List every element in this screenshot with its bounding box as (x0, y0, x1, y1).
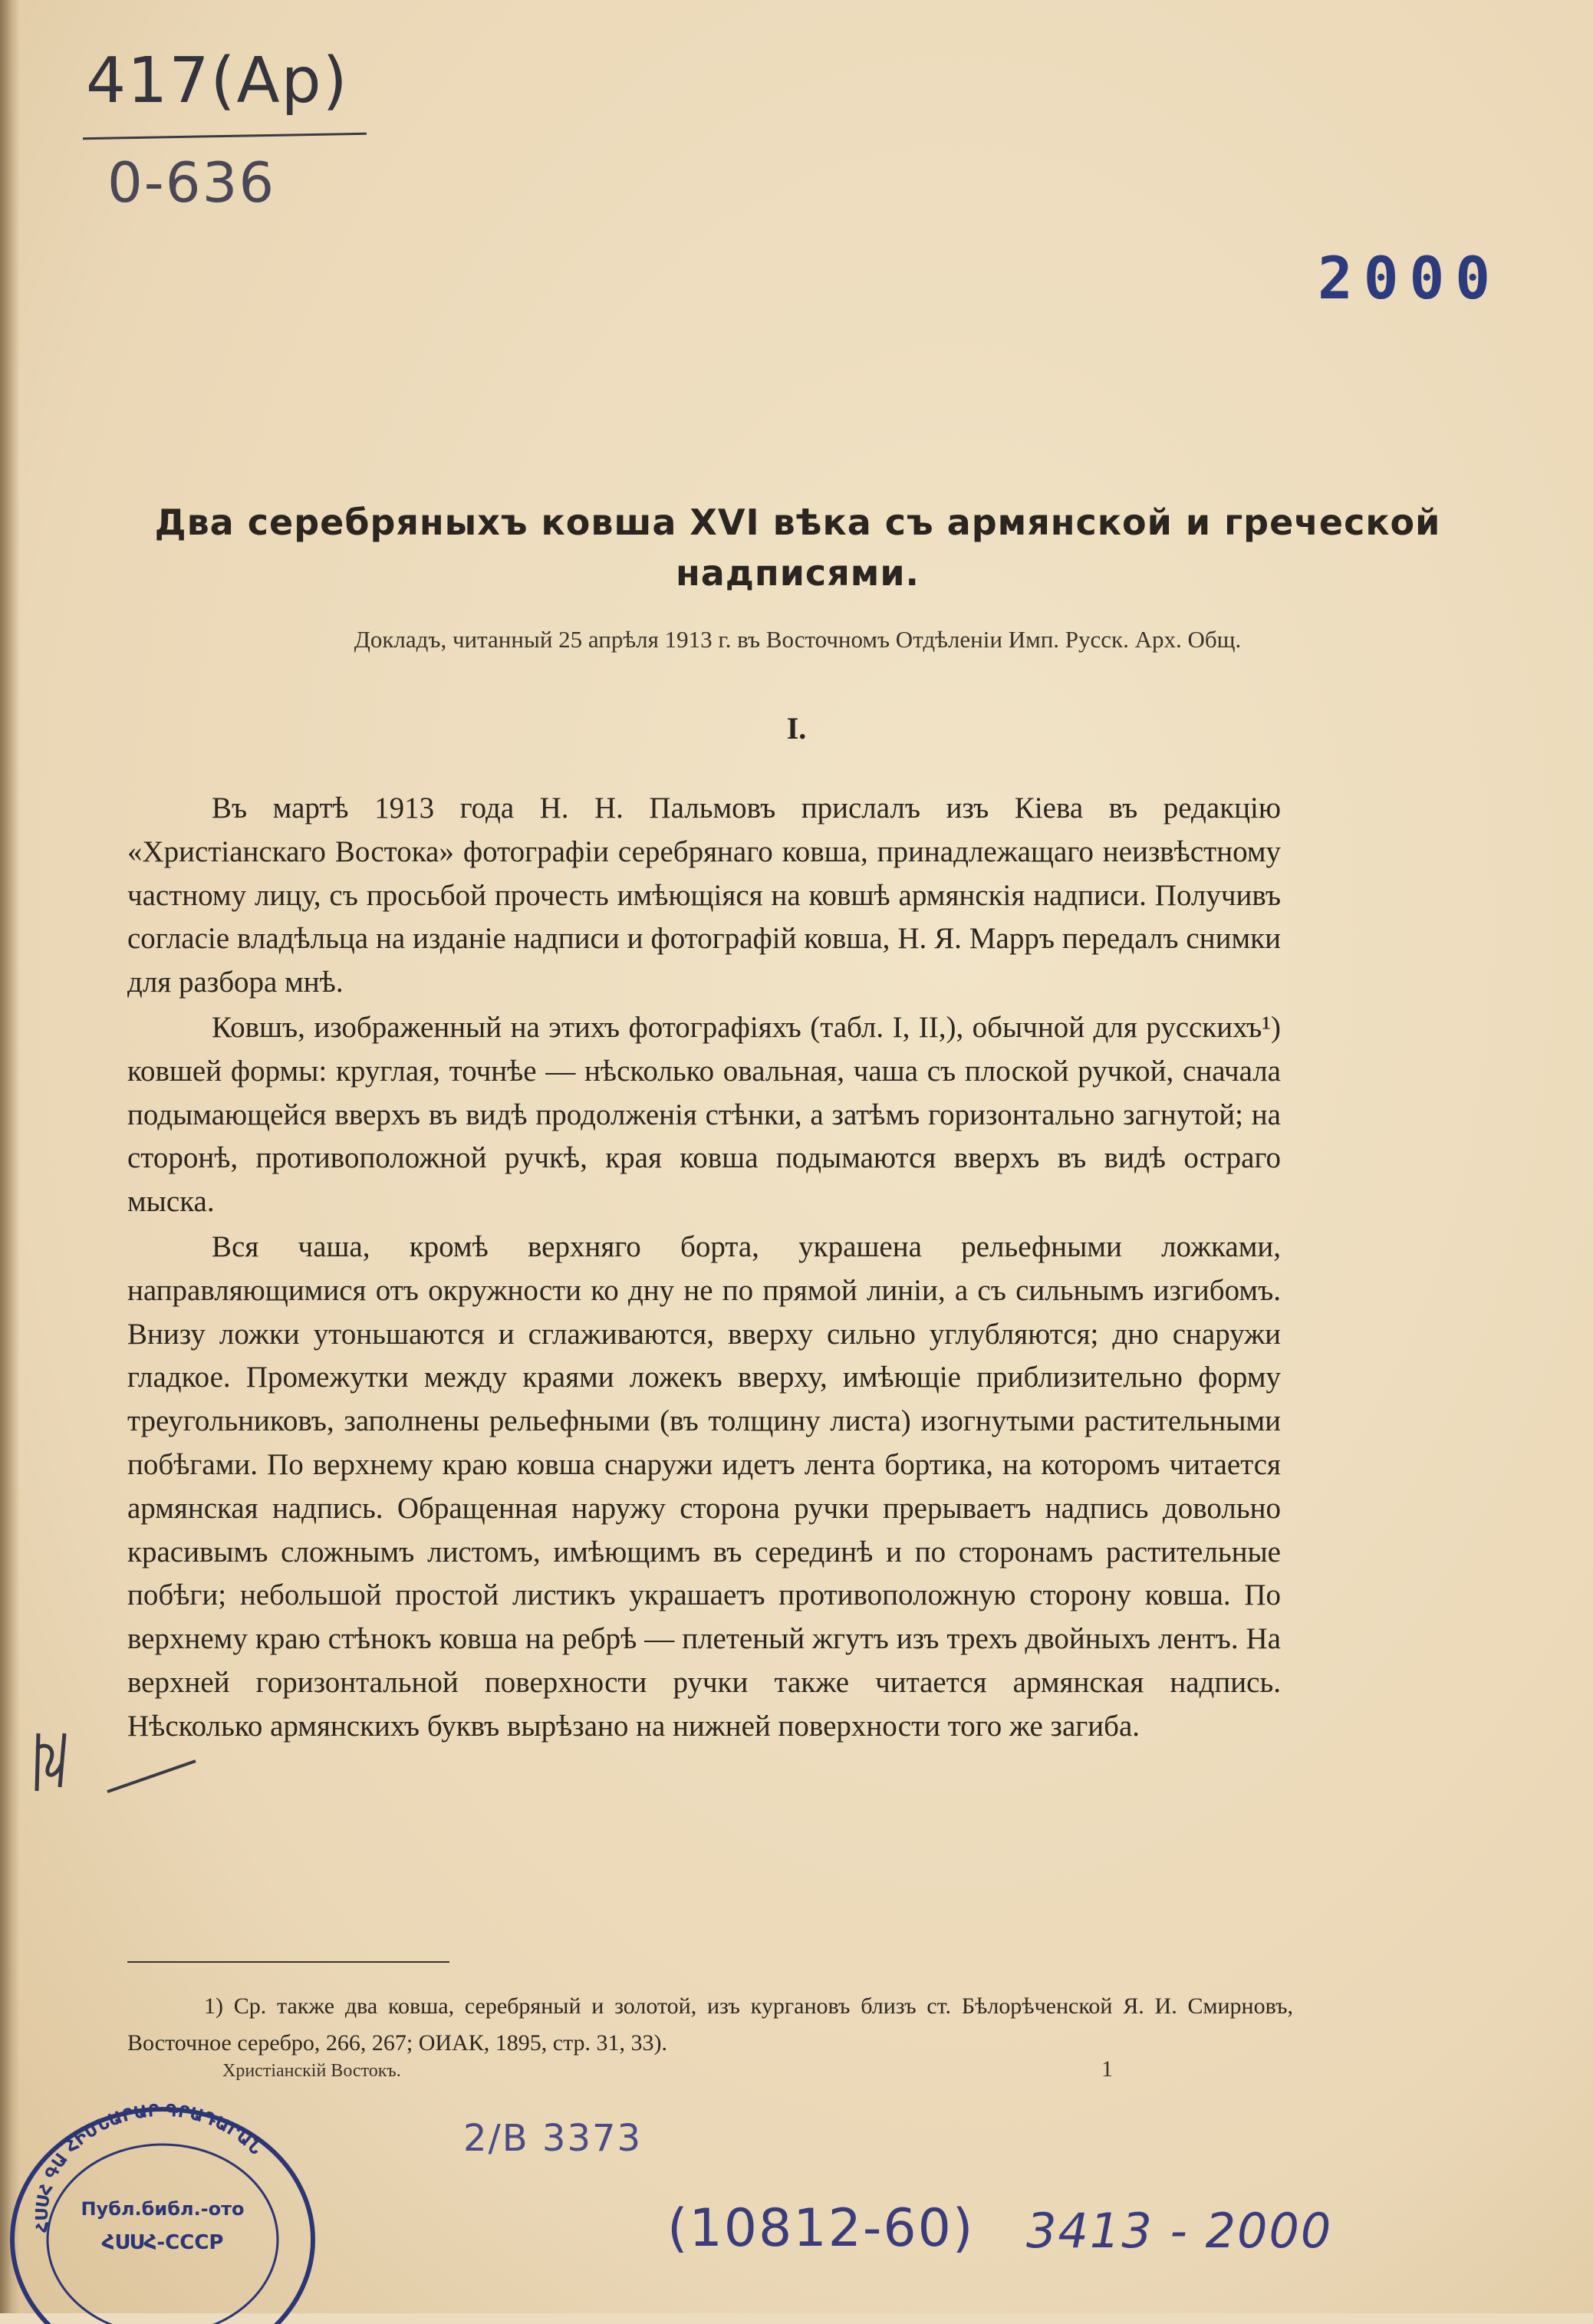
document-title: Два серебряныхъ ковша XVI вѣка съ армянской и греческой надписями. (154, 502, 1441, 594)
paragraph: Вся чаша, кромѣ верхняго борта, украшена рельефными ложками, направляющимися отъ окружности ко дну не по прямой линіи, а съ сильнымъ изгибомъ. Внизу ложки утоньшаются и сглаживаются, вверху сильно углубляются; дно снаружи гладкое. Промежутки между краями ложекъ вверху, имѣющіе приблизительно форму треугольниковъ, заполнены рельефными (въ толщину листа) изогнутыми растительными побѣгами. По верхнему краю ковша снаружи идетъ лента бортика, на которомъ читается армянская надпись. Обращенная наружу сторона ручки прерываетъ надпись довольно красивымъ сложнымъ листомъ, имѣющимъ въ серединѣ и по сторонамъ растительные побѣги; небольшой простой листикъ украшаетъ противоположную сторону ковша. По верхнему краю стѣнокъ ковша на ребрѣ — плетеный жгутъ изъ трехъ двойныхъ лентъ. На верхней горизонтальной поверхности ручки также читается армянская надпись. Нѣсколько армянскихъ буквъ вырѣзано на нижней поверхности того же загиба. (127, 1229, 1281, 1743)
paragraph: Ковшъ, изображенный на этихъ фотографіяхъ (табл. I, II,), обычной для русскихъ¹) ковшей формы: круглая, точнѣе — нѣсколько овальная, чаша съ плоской ручкой, сначала подымающейся вверхъ въ видѣ продолженія стѣнки, а затѣмъ горизонтально загнутой; на сторонѣ, противоположной ручкѣ, края ковша подымаются вверхъ въ видѣ остраго мыска. (127, 1010, 1281, 1219)
stamp-center-line2: ՀՍՍՀ-СССР (101, 2231, 224, 2254)
footnote-separator (127, 1961, 449, 1963)
stamped-number: 2000 (1318, 244, 1502, 312)
stamp-center-line1: Публ.библ.-ото (81, 2198, 245, 2220)
footnote-text: 1) Ср. также два ковша, серебряный и золотой, изъ кургановъ близъ ст. Бѣлорѣченской Я. И. Смирновъ, Восточное серебро, 266, 267; ОИАК, 1895, стр. 31, 33). (127, 1993, 1293, 2056)
document-subtitle: Докладъ, читанный 25 апрѣля 1913 г. въ Восточномъ Отдѣленіи Имп. Русск. Арх. Общ. (354, 626, 1242, 653)
handwritten-inventory-code: 0-636 (107, 150, 276, 215)
footnote (127, 1988, 1293, 2062)
section-heading: I. (786, 711, 807, 746)
library-stamp (3, 2079, 322, 2324)
page-number: 1 (1101, 2056, 1113, 2082)
body-text (127, 787, 1281, 1750)
handwritten-accession-number: 3413 - 2000 (1026, 2203, 1333, 2259)
page-spine-shadow (0, 0, 20, 2313)
handwritten-call-number: 2/В 3373 (463, 2117, 643, 2160)
margin-pencil-mark (15, 1718, 207, 1810)
handwritten-inventory-number: (10812-60) (667, 2198, 975, 2259)
handwritten-shelfmark: 417(Ар) (86, 44, 349, 117)
stamp-ring-text: ՀՍՍՀ ԳԱ ՀԻՄՆԱՐԱՐ ԳՐԱԴԱՐԱՆ (32, 2101, 265, 2234)
paragraph: Въ мартѣ 1913 года Н. Н. Пальмовъ прислалъ изъ Кіева въ редакцію «Христіанскаго Востока» фотографіи серебрянаго ковша, принадлежащаго неизвѣстному частному лицу, съ просьбой прочесть имѣющіяся на ковшѣ армянскія надписи. Получивъ согласіе владѣльца на изданіе надписи и фотографій ковша, Н. Я. Марръ передалъ снимки для разбора мнѣ. (127, 792, 1281, 999)
footer-signature: Христіанскій Востокъ. (222, 2061, 401, 2081)
